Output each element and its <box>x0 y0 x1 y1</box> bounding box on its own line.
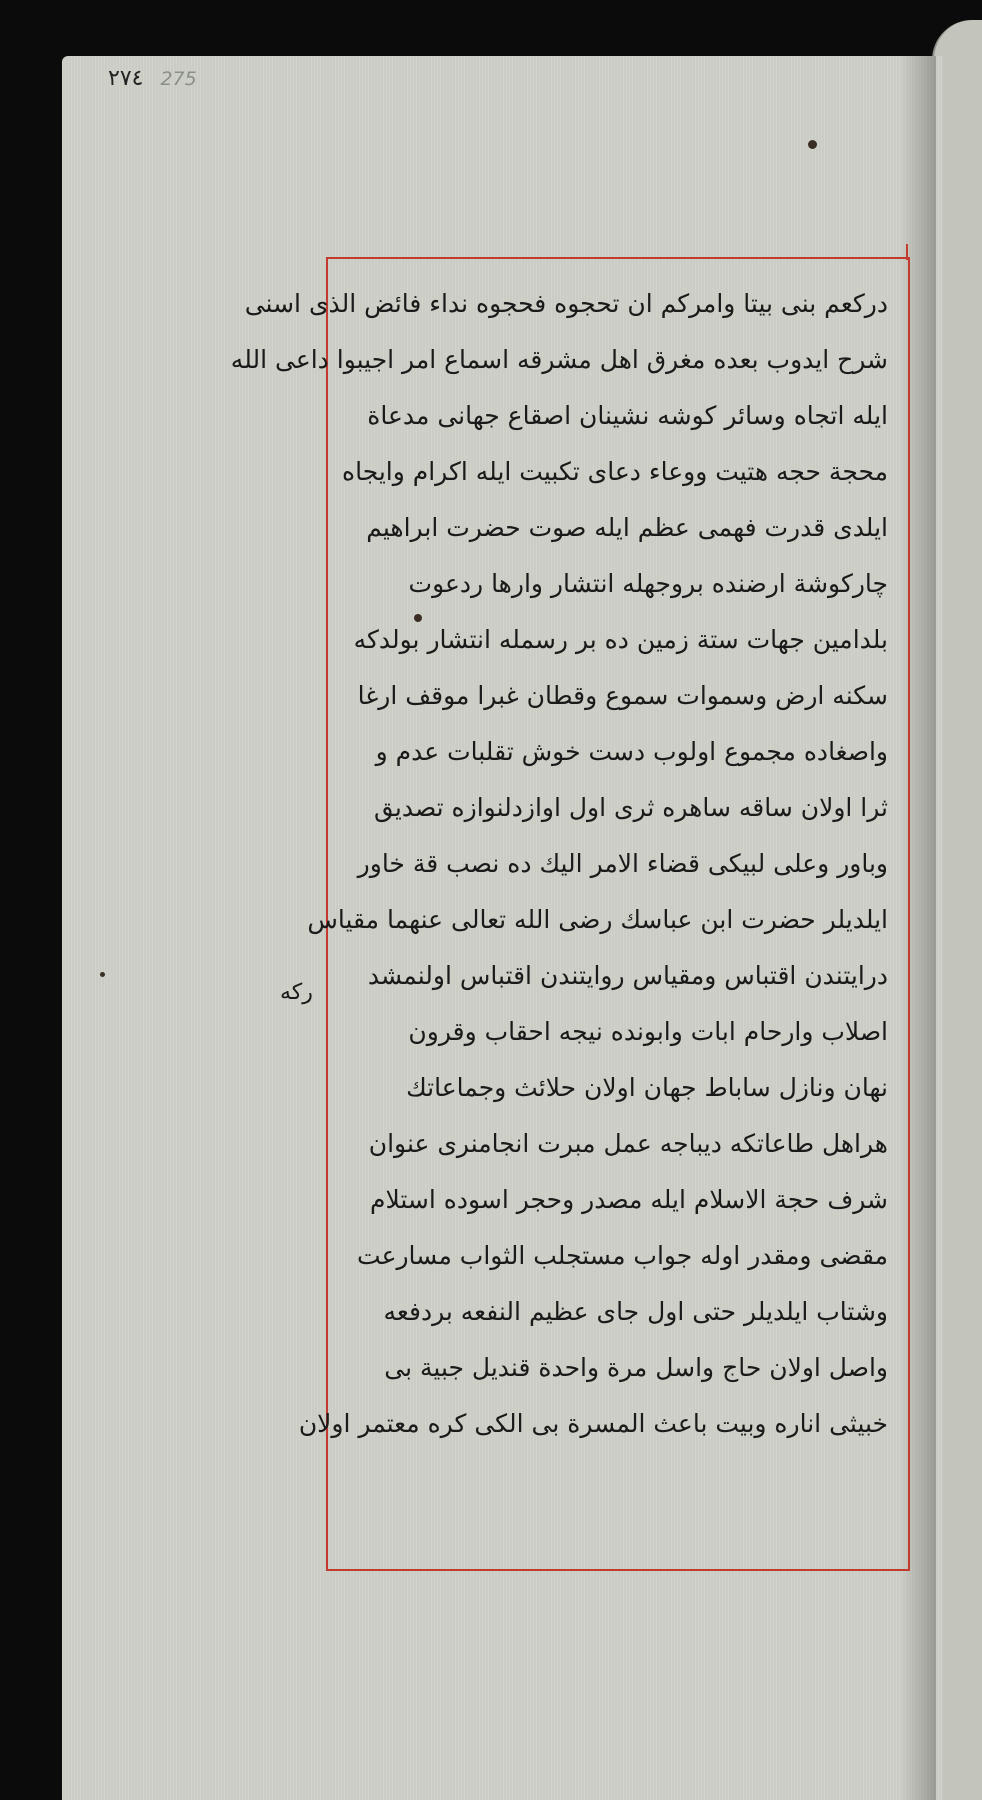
text-line: وشتاب ايلديلر حتى اول جاى عظيم النفعه بردفعه <box>383 1297 888 1326</box>
text-line: درايتندن اقتباس ومقياس روايتندن اقتباس اولنمشد <box>367 961 888 990</box>
text-line: نهان ونازل ساباط جهان اولان حلائث وجماعاتك <box>406 1073 888 1102</box>
text-line: ايله اتجاه وسائر كوشه نشينان اصقاع جهانى مدعاة <box>367 401 888 430</box>
text-line: سكنه ارض وسموات سموع وقطان غبرا موقف ارغا <box>357 681 888 710</box>
folio-pencil: 275 <box>160 68 197 90</box>
text-line: اصلاب وارحام ابات وابونده نيجه احقاب وقرون <box>408 1017 888 1046</box>
text-line: شرف حجة الاسلام ايله مصدر وحجر اسوده استلام <box>369 1185 888 1214</box>
text-line: وباور وعلى لبيكى قضاء الامر اليك ده نصب قة خاور <box>357 849 888 878</box>
text-line: واصل اولان حاج واسل مرة واحدة قنديل جبية بى <box>384 1353 888 1382</box>
text-line: چاركوشة ارضنده بروجهله انتشار وارها ردعوت <box>408 569 888 598</box>
text-line: هراهل طاعاتكه ديباجه عمل مبرت انجامنرى عنوان <box>368 1129 888 1158</box>
text-line: ايلدى قدرت فهمى عظم ايله صوت حضرت ابراهيم <box>366 513 888 542</box>
folio-number <box>108 66 197 91</box>
text-line: شرح ايدوب بعده مغرق اهل مشرقه اسماع امر اجيبوا داعى الله <box>230 345 888 374</box>
margin-note: ركه <box>280 980 313 1005</box>
text-line: خبيثى اناره وبيت باعث المسرة بى الكى كره معتمر اولان <box>298 1409 888 1438</box>
frame-tick <box>906 244 908 260</box>
ink-stain <box>808 140 817 149</box>
text-line: ثرا اولان ساقه ساهره ثرى اول اوازدلنوازه تصديق <box>374 793 888 822</box>
folio-ink: ٢٧٤ <box>108 66 144 91</box>
ink-stain <box>100 972 105 977</box>
text-line: بلدامين جهات ستة زمين ده بر رسمله انتشار بولدكه <box>353 625 888 654</box>
text-line: واصغاده مجموع اولوب دست خوش تقلبات عدم و <box>375 737 888 766</box>
text-line: دركعم بنى بيتا وامركم ان تحجوه فحجوه نداء فائض الذى اسنى <box>244 289 888 318</box>
text-line: ايلديلر حضرت ابن عباسك رضى الله تعالى عنهما مقياس <box>307 905 888 934</box>
text-line: مقضى ومقدر اوله جواب مستجلب الثواب مسارعت <box>357 1241 888 1270</box>
text-line: محجة حجه هتيت ووعاء دعاى تكبيت ايله اكرام وايجاه <box>341 457 888 486</box>
